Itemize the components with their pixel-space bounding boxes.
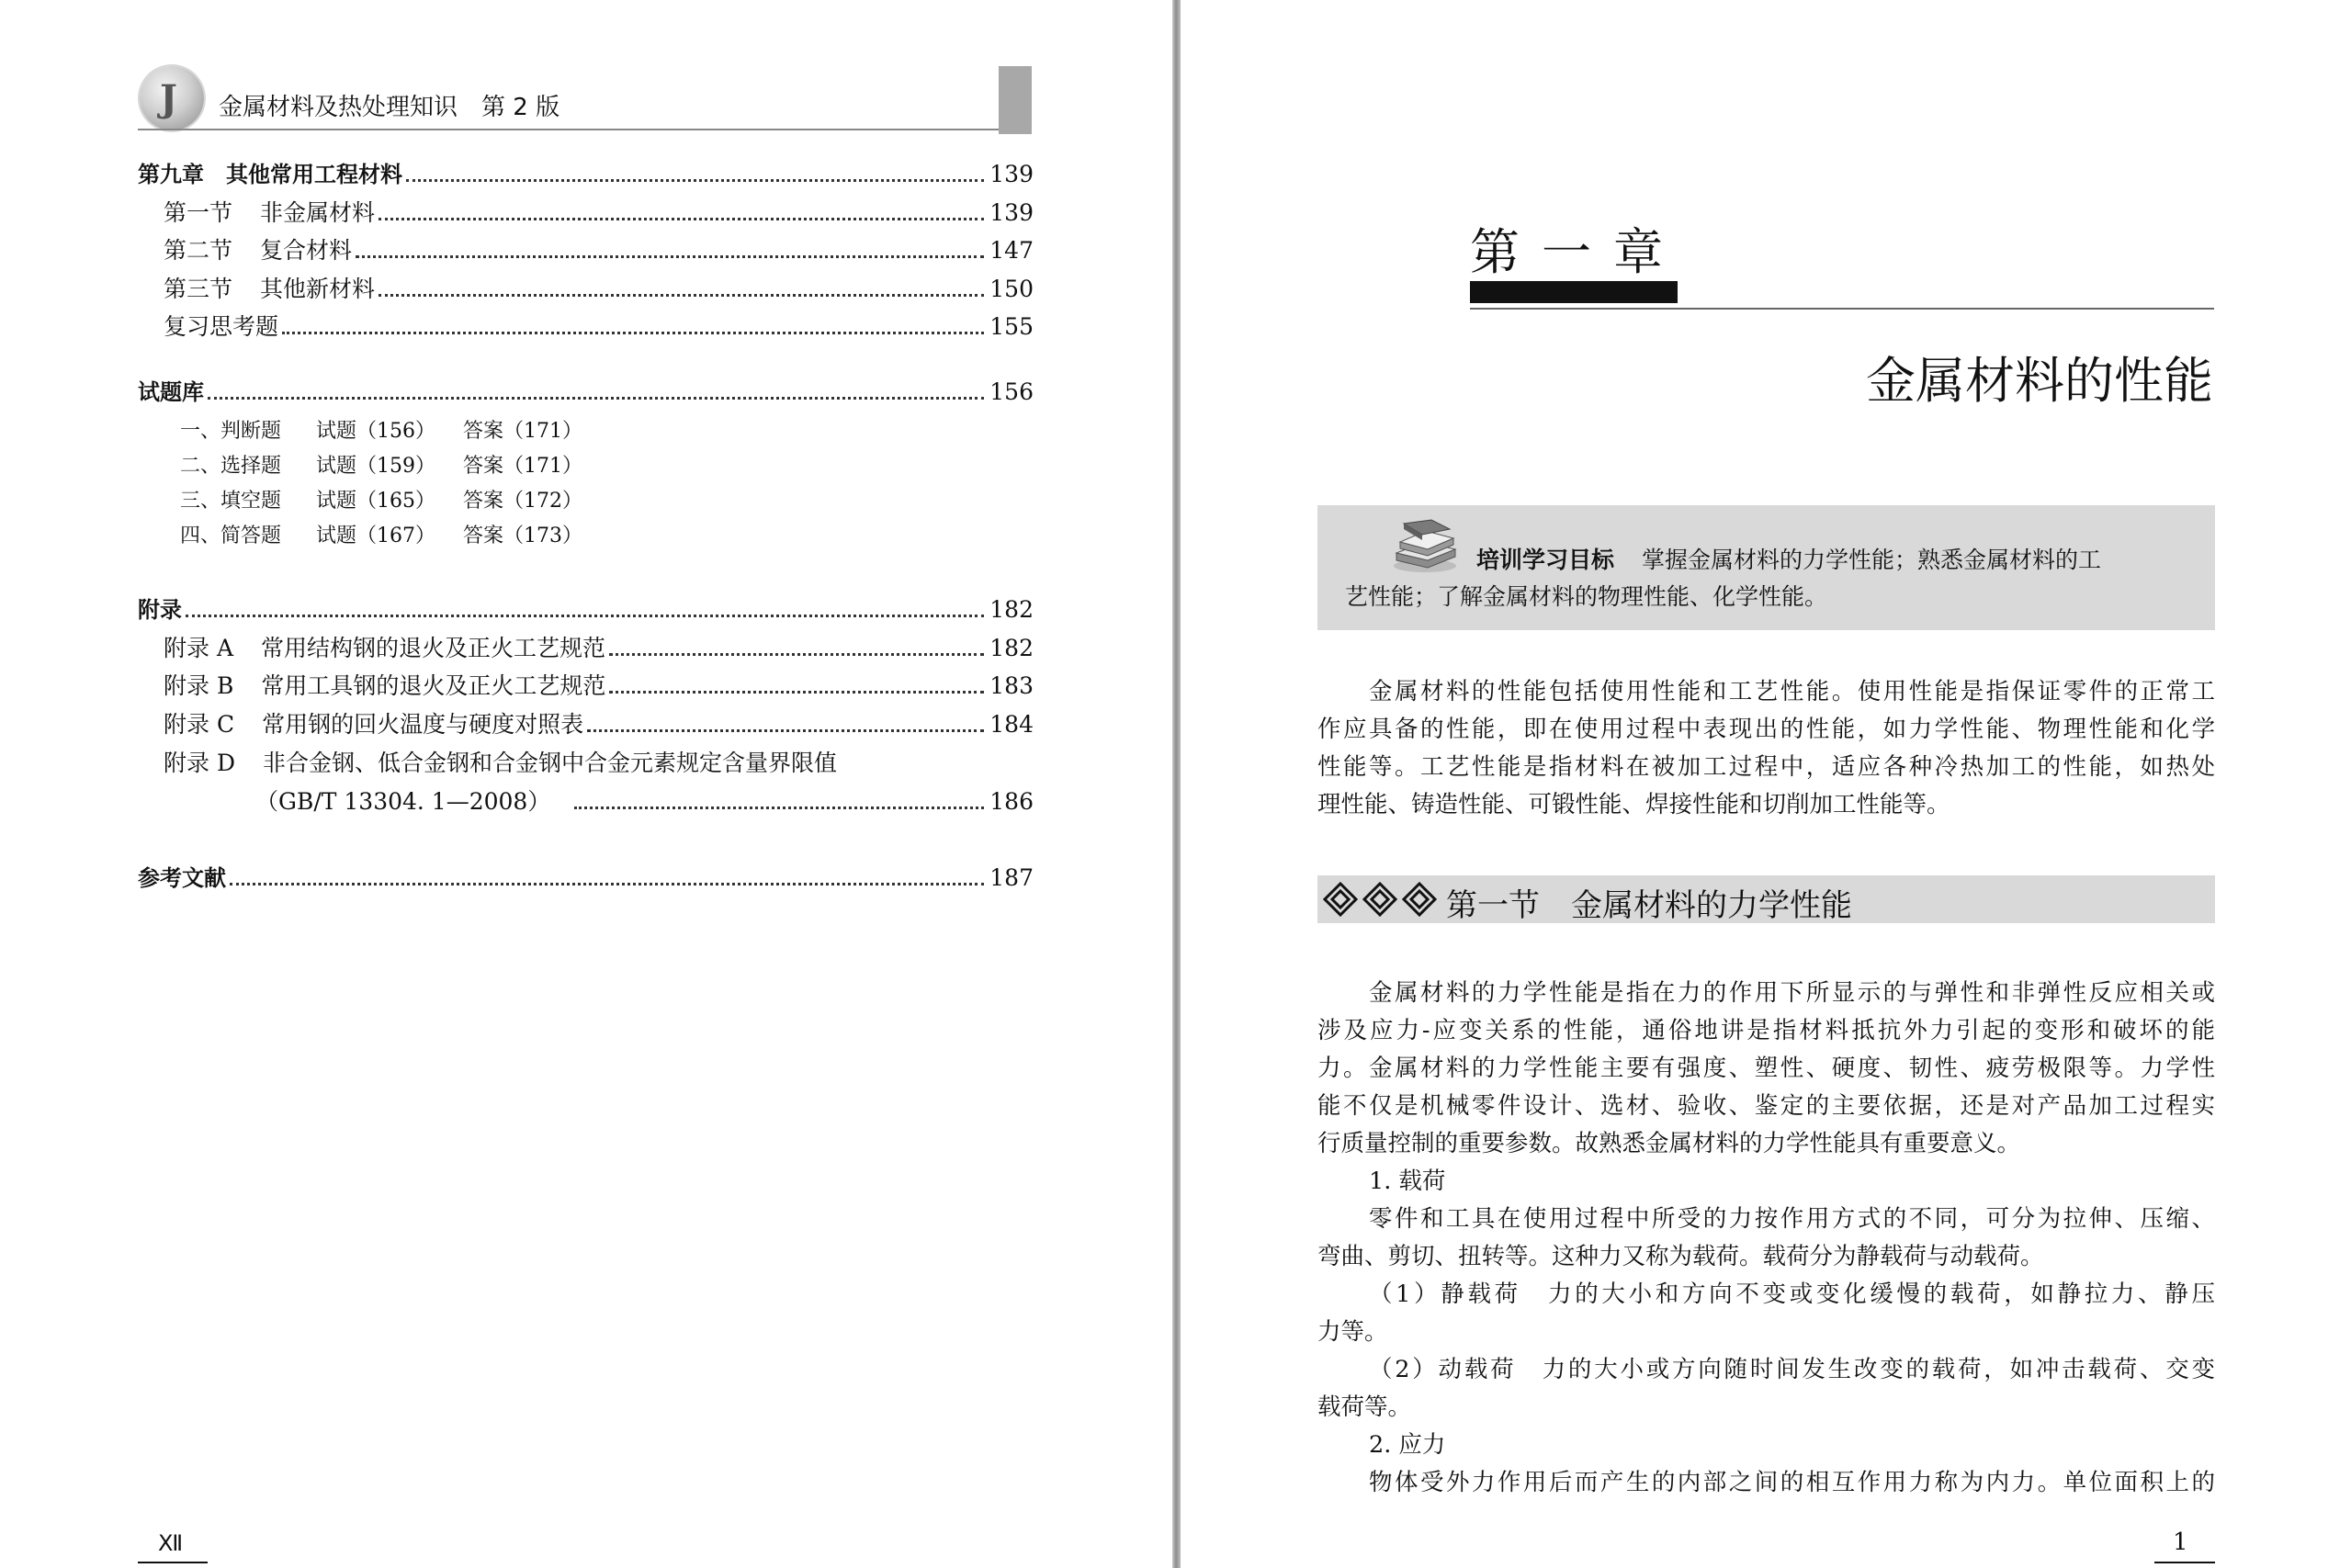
toc-entry-label: 第一节 非金属材料 — [164, 199, 376, 226]
toc-leader — [282, 332, 984, 334]
toc-leader — [406, 179, 984, 182]
toc-entry-section[interactable] — [138, 235, 1034, 266]
toc-leader — [574, 807, 984, 809]
toc-page-number: 187 — [989, 864, 1034, 891]
toc-entry-label: 第九章 其他常用工程材料 — [138, 162, 402, 187]
toc-leader — [379, 218, 984, 220]
objectives-line: 培训学习目标 掌握金属材料的力学性能；熟悉金属材料的工 — [1476, 547, 2102, 573]
chapter-rule — [1470, 308, 2214, 310]
toc-entry-label: 第三节 其他新材料 — [164, 276, 376, 302]
toc-leader — [356, 255, 984, 258]
toc-leader — [230, 883, 984, 886]
toc-page-number: 155 — [989, 313, 1034, 340]
right-page — [1181, 0, 2351, 1568]
diamond-ornament-icon — [1323, 882, 1442, 917]
toc-entry-chapter-9[interactable] — [138, 159, 1034, 190]
toc-entry-label: 第二节 复合材料 — [164, 237, 353, 264]
toc-entry-review[interactable] — [138, 311, 1034, 343]
section-heading-bar — [1317, 875, 2215, 923]
book-logo-icon: J — [140, 66, 204, 130]
toc-entry-label: 附录 — [138, 597, 182, 623]
folio-rule — [2154, 1562, 2215, 1563]
toc-question-type[interactable]: 四、简答题 试题（167） 答案（173） — [180, 525, 582, 547]
toc-entry-appendix-d[interactable] — [138, 748, 1034, 779]
toc-leader — [208, 397, 984, 400]
left-page — [0, 0, 1172, 1568]
toc-page-number: 139 — [989, 199, 1034, 226]
learning-objectives-box — [1317, 505, 2215, 630]
toc-entry-section[interactable] — [138, 274, 1034, 305]
toc-leader — [587, 729, 984, 732]
toc-page-number: 147 — [989, 237, 1034, 264]
toc-question-type[interactable]: 一、判断题 试题（156） 答案（171） — [180, 420, 582, 443]
section-title: 第一节 金属材料的力学性能 — [1446, 887, 1852, 924]
objectives-line: 艺性能；了解金属材料的物理性能、化学性能。 — [1345, 583, 1828, 610]
item-heading-load: 1. 载荷 — [1369, 1168, 1446, 1195]
toc-page-number: 182 — [989, 596, 1034, 623]
toc-page-number: 182 — [989, 635, 1034, 661]
book-stack-icon — [1391, 516, 1459, 573]
toc-entry-appendix-d-continued[interactable] — [138, 786, 1034, 818]
toc-entry-label: 附录 B 常用工具钢的退火及正火工艺规范 — [164, 672, 606, 699]
toc-entry-label: 附录 C 常用钢的回火温度与硬度对照表 — [164, 711, 584, 738]
toc-entry-appendix-b[interactable] — [138, 671, 1034, 702]
header-rule — [138, 129, 1000, 130]
toc-question-type[interactable]: 三、填空题 试题（165） 答案（172） — [180, 490, 582, 513]
toc-leader — [379, 294, 984, 297]
toc-entry-appendix[interactable] — [138, 594, 1034, 626]
toc-entry-label: 复习思考题 — [164, 313, 279, 340]
chapter-title: 金属材料的性能 — [1866, 352, 2213, 410]
toc-question-type[interactable]: 二、选择题 试题（159） 答案（171） — [180, 455, 582, 478]
folio-rule — [138, 1562, 208, 1563]
toc-entry-appendix-a[interactable] — [138, 633, 1034, 664]
toc-leader — [609, 653, 984, 656]
chapter-label: 第一章 — [1470, 223, 1685, 281]
toc-page-number: 184 — [989, 711, 1034, 738]
toc-entry-label: （GB/T 13304. 1—2008） — [255, 788, 551, 815]
running-header-title: 金属材料及热处理知识 第 2 版 — [219, 94, 560, 121]
item-heading-stress: 2. 应力 — [1369, 1431, 1446, 1459]
toc-entry-label: 试题库 — [138, 379, 204, 405]
intro-paragraph: 金属材料的性能包括使用性能和工艺性能。使用性能是指保证零件的正常工 作应具备的性能，即在使用过程中表现出的性能，如力学性能、物理性能和化学 性能等。工艺性能是指材料在被加工过程中，适应各种冷热加工的性能，如热处 理性能、铸造性能、可锻性能、焊接性能和切削加工性能等。 — [1317, 678, 2215, 818]
toc-entry-label: 参考文献 — [138, 865, 226, 891]
mechanical-properties-paragraph: 金属材料的力学性能是指在力的作用下所显示的与弹性和非弹性反应相关或 涉及应力-应变关系的性能，通俗地讲是指材料抵抗外力引起的变形和破坏的能 力。金属材料的力学性能主要有强度、塑性、硬度、韧性、疲劳极限等。力学性 能不仅是机械零件设计、选材、验收、鉴定的主要依据，还是对产品加工过程实 行质量控制的重要参数。故熟悉金属材料的力学性能具有重要意义。 1. 载荷 零件和工具在使用过程中所受的力按作用方式的不同，可分为拉伸、压缩、 弯曲、剪切、扭转等。这种力又称为载荷。载荷分为静载荷与动载荷。 （1）静载荷 力的大小和方向不变或变化缓慢的载荷，如静拉力、静压 力等。 （2）动载荷 力的大小或方向随时间发生改变的载荷，如冲击载荷、交变 载荷等。 2. 应力 物体受外力作用后而产生的内部之间的相互作用力称为内力。单位面积上的 — [1317, 979, 2215, 1496]
toc-entry-section[interactable] — [138, 197, 1034, 229]
toc-leader — [609, 691, 984, 694]
toc-page-number: 139 — [989, 161, 1034, 187]
toc-page-number: 156 — [989, 378, 1034, 405]
toc-entry-label: 附录 D 非合金钢、低合金钢和合金钢中合金元素规定含量界限值 — [164, 750, 838, 776]
toc-entry-appendix-c[interactable] — [138, 709, 1034, 740]
header-tab-marker — [999, 66, 1032, 134]
page-folio: 1 — [2173, 1529, 2188, 1556]
toc-entry-label: 附录 A 常用结构钢的退火及正火工艺规范 — [164, 635, 606, 661]
chapter-underline-bar — [1470, 281, 1678, 303]
book-gutter — [1172, 0, 1181, 1568]
toc-leader — [186, 615, 984, 617]
page-folio: Ⅻ — [158, 1530, 182, 1556]
toc-page-number: 150 — [989, 276, 1034, 302]
toc-page-number: 183 — [989, 672, 1034, 699]
objectives-heading: 培训学习目标 — [1476, 547, 1615, 573]
toc-entry-references[interactable] — [138, 863, 1034, 894]
toc-page-number: 186 — [989, 788, 1034, 815]
toc-entry-question-bank[interactable] — [138, 377, 1034, 408]
